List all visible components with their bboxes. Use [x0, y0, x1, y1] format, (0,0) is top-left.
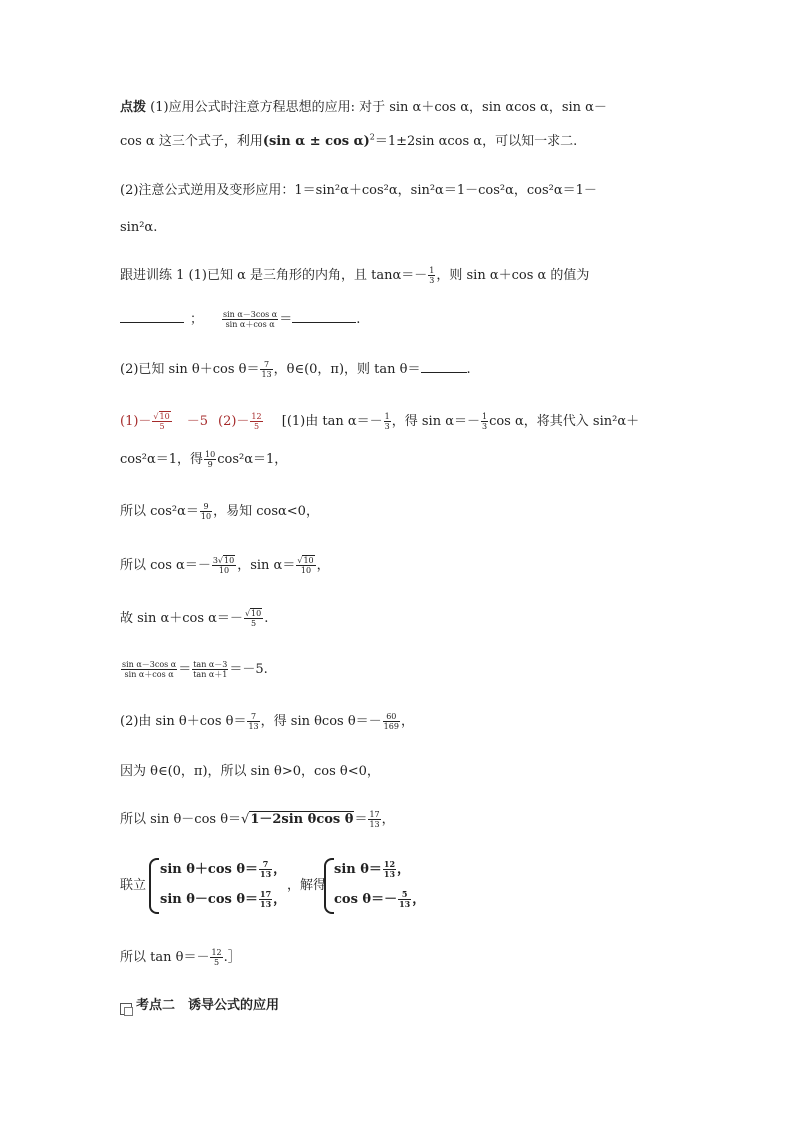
- tip-text-2a: cos α 这三个式子，利用: [120, 134, 263, 149]
- exercise-q1-end: ＝: [279, 312, 293, 327]
- answer-line-5: 故 sin α＋cos α＝－ $\frac{√10}{5}$ .: [120, 609, 269, 628]
- fraction: $\frac{1}{3}$: [481, 412, 488, 431]
- fraction: $\frac{1}{3}$: [384, 412, 390, 431]
- exercise-title: 跟进训练 1: [120, 268, 185, 283]
- fraction: $\frac{60}{169}$: [383, 712, 399, 731]
- answer-line-2: cos²α＝1，得 $\frac{10}{9}$ cos²α＝1，: [120, 450, 288, 469]
- fraction: $\frac{10}{9}$: [205, 450, 216, 469]
- answer-line-1: (1)－ $\frac{√10}{5}$ －5 (2)－ $\frac{12}{5}$ [(1)由 tan α＝－ $\frac{1}{3}$ ，得 sin α＝－ $\frac{1}{3}$ cos α，将其代入 sin²α＋: [120, 412, 640, 431]
- tip-text-4: sin²α.: [120, 220, 158, 235]
- answer-line-8: 因为 θ∈(0，π)，所以 sin θ>0，cos θ<0，: [120, 764, 380, 779]
- tip-line-4: [120, 218, 157, 238]
- exercise-line-3: (2)已知 sin θ＋cos θ＝ $\frac{7}{13}$ ，θ∈(0，π)，则 tan θ＝ .: [120, 360, 471, 379]
- fraction: $\frac{3√10}{10}$: [212, 556, 235, 575]
- answer-line-7: (2)由 sin θ＋cos θ＝ $\frac{7}{13}$ ，得 sin θcos θ＝－ $\frac{60}{169}$ ，: [120, 712, 414, 731]
- exercise-q1-a: (1)已知 α 是三角形的内角，且 tanα＝－: [188, 268, 428, 283]
- system-2-row-2: cos θ＝－ $\frac{5}{13}$ ，: [334, 889, 426, 909]
- tip-line-2: cos α 这三个式子，利用(sin α ± cos α)$^2$＝1±2sin αcos α，可以知一求二.: [120, 132, 578, 149]
- fraction: $\frac{12}{13}$: [383, 859, 396, 879]
- tip-text-2b: (sin α ± cos α): [262, 134, 370, 149]
- answer-line-10-label: 联立: [120, 878, 147, 893]
- tip-line-1: [120, 98, 607, 118]
- fraction: $\frac{9}{10}$: [200, 502, 212, 521]
- fraction: $\frac{√10}{10}$: [297, 556, 314, 575]
- tip-text-1: (1)应用公式时注意方程思想的应用: 对于 sin α＋cos α，sin αcos α，sin α－: [150, 100, 607, 115]
- exercise-q1-sep: ；: [190, 312, 204, 327]
- fraction: $\frac{√10}{5}$: [244, 609, 262, 628]
- fraction: $\frac{7}{13}$: [260, 859, 272, 879]
- answer-red: (1)－ $\frac{√10}{5}$ －5 (2)－ $\frac{12}{5}$: [120, 412, 262, 431]
- answer-line-4: 所以 cos α＝－ $\frac{3√10}{10}$ ，sin α＝ $\frac{√10}{10}$ ，: [120, 556, 330, 575]
- exercise-q2-a: (2)已知 sin θ＋cos θ＝: [120, 362, 260, 377]
- fraction: $\frac{17}{13}$: [369, 810, 380, 829]
- answer-blank[interactable]: [120, 308, 184, 323]
- fraction: $\frac{1}{3}$: [429, 266, 435, 285]
- fraction: $\frac{5}{13}$: [399, 889, 411, 909]
- answer-s1: [(1)由 tan α＝－: [281, 414, 383, 429]
- system-2-row-1: sin θ＝ $\frac{12}{13}$ ，: [334, 859, 411, 879]
- left-brace: [324, 858, 334, 914]
- fraction: $\frac{\text{sin α－3cos α}}{\text{sin α＋cos α}}$: [122, 660, 177, 679]
- fraction: $\frac{12}{5}$: [211, 948, 222, 967]
- tip-line-3: [120, 181, 597, 201]
- answer-line-6: $\frac{\text{sin α－3cos α}}{\text{sin α＋cos α}}$ ＝ $\frac{\text{tan α－3}}{\text{tan α＋1}}$ ＝－5.: [122, 660, 268, 679]
- fraction: $\frac{7}{13}$: [248, 712, 259, 731]
- answer-line-9: 所以 sin θ－cos θ＝√1－2sin θcos θ＝ $\frac{17}{13}$ ，: [120, 810, 395, 829]
- answer-line-10-solve: ，解得: [287, 878, 327, 893]
- section-marker-icon: [120, 1003, 132, 1015]
- exercise-q1-b: ，则 sin α＋cos α 的值为: [436, 268, 590, 283]
- exercise-line-2: ； $\frac{\text{sin α－3cos α}}{\text{sin α＋cos α}}$ ＝ .: [120, 308, 360, 330]
- tip-text-3: (2)注意公式逆用及变形应用：1＝sin²α＋cos²α，sin²α＝1－cos²α，cos²α＝1－: [120, 183, 597, 198]
- system-1-row-2: sin θ－cos θ＝ $\frac{17}{13}$ ，: [160, 889, 287, 909]
- fraction: $\frac{\text{sin α－3cos α}}{\text{sin α＋cos α}}$: [223, 310, 278, 329]
- tip-text-2c: ＝1±2sin αcos α，可以知一求二.: [374, 134, 578, 149]
- answer-blank[interactable]: [292, 308, 356, 323]
- answer-blank[interactable]: [421, 358, 467, 373]
- exercise-q2-b: ，θ∈(0，π)，则 tan θ＝: [273, 362, 421, 377]
- fraction: $\frac{17}{13}$: [260, 889, 272, 909]
- left-brace: [149, 858, 159, 914]
- exercise-line-1: [120, 266, 589, 286]
- fraction: $\frac{7}{13}$: [261, 360, 272, 379]
- tip-label: 点拨: [120, 100, 147, 115]
- system-1-row-1: sin θ＋cos θ＝ $\frac{7}{13}$ ，: [160, 859, 287, 879]
- section-title: 考点二 诱导公式的应用: [136, 998, 280, 1013]
- fraction: $\frac{\text{tan α－3}}{\text{tan α＋1}}$: [193, 660, 228, 679]
- answer-line-11: 所以 tan θ＝－ $\frac{12}{5}$ .］: [120, 948, 241, 967]
- answer-line-3: 所以 cos²α＝ $\frac{9}{10}$ ，易知 cosα<0，: [120, 502, 319, 521]
